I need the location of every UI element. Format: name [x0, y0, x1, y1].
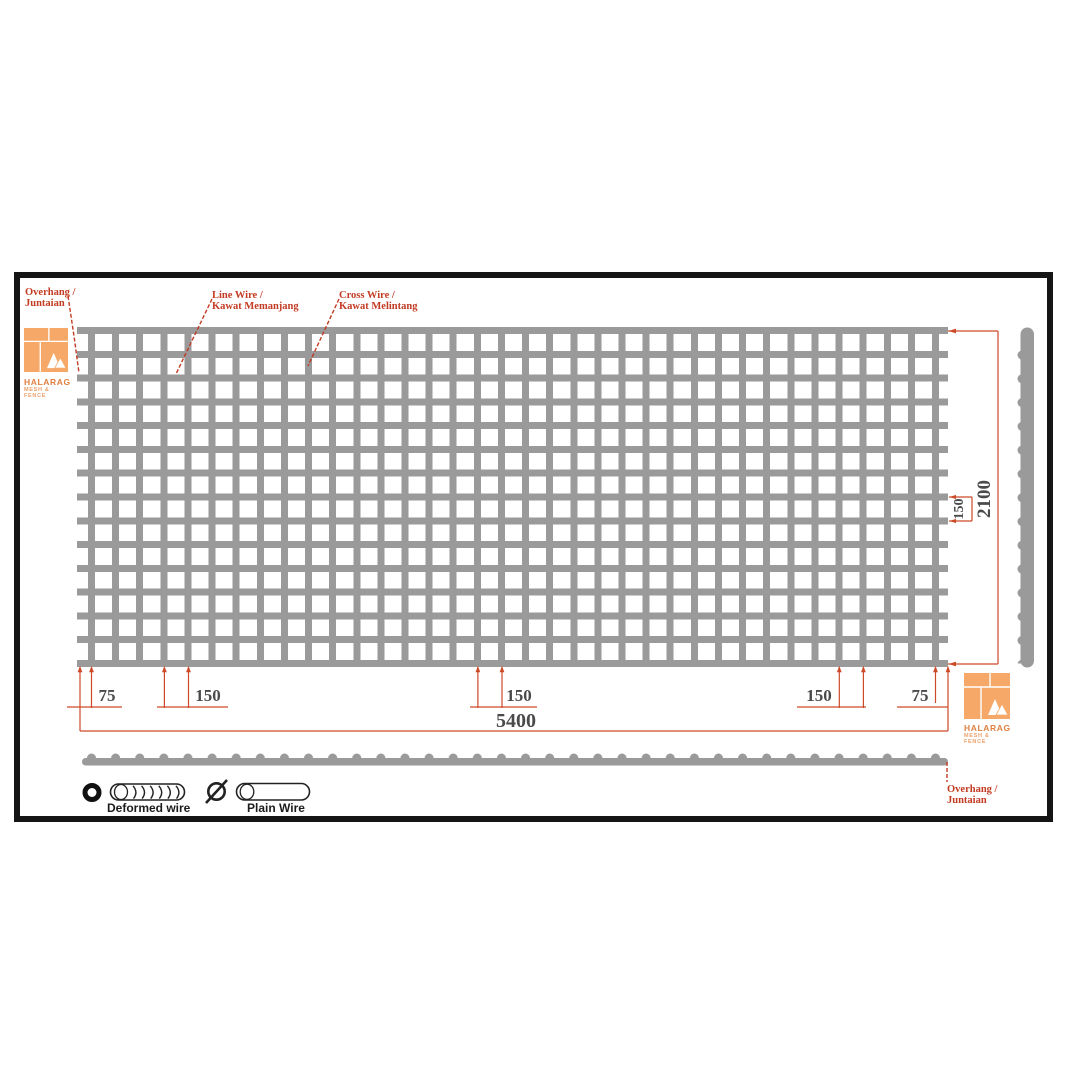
label-cross-wire-line2: Kawat Melintang	[339, 301, 418, 312]
label-overhang-bottom-line1: Overhang /	[947, 784, 998, 795]
label-cross-wire	[339, 290, 417, 312]
dim-overhang-left: 75	[98, 686, 116, 705]
brand-tagline: MESH & FENCE	[24, 387, 50, 399]
leader-line-wire	[176, 299, 212, 374]
label-overhang-top-line1: Overhang /	[25, 287, 76, 298]
deformed-wire-bar-icon	[111, 784, 185, 800]
dim-overhang-right: 75	[911, 686, 929, 705]
dim-pitch-center: 150	[506, 686, 532, 705]
label-line-wire-line2: Kawat Memanjang	[212, 301, 299, 312]
deformed-wire-profile-horizontal	[82, 754, 948, 766]
label-line-wire	[212, 290, 299, 312]
label-cross-wire-line1: Cross Wire /	[339, 290, 395, 301]
brand-tagline: MESH & FENCE	[964, 733, 990, 745]
brand-logo-icon	[964, 673, 1010, 719]
deformed-wire-profile-vertical	[1018, 328, 1035, 668]
leader-cross-wire	[308, 299, 339, 366]
dim-pitch-left: 150	[195, 686, 221, 705]
dim-pitch-right: 150	[806, 686, 832, 705]
dim-panel-height: 2100	[974, 480, 995, 518]
brand-logo-bottom-right	[964, 673, 1010, 745]
brand-logo-top-left	[24, 327, 70, 399]
diameter-icon	[206, 780, 227, 803]
label-line-wire-line1: Line Wire /	[212, 290, 263, 301]
label-overhang-bottom-line2: Juntaian	[947, 795, 987, 806]
dimension-arrowheads	[78, 329, 956, 673]
label-overhang-bottom	[947, 784, 997, 806]
brand-name: HALARAG	[964, 723, 1011, 733]
dim-pitch-vertical: 150	[952, 498, 967, 520]
brand-name: HALARAG	[24, 377, 71, 387]
deformed-wire-ring-icon	[85, 786, 99, 800]
label-overhang-top	[25, 287, 75, 309]
plain-wire-bar-icon	[237, 784, 310, 801]
legend-deformed-wire-label: Deformed wire	[107, 801, 191, 815]
legend-plain-wire-label: Plain Wire	[247, 801, 305, 815]
dimension-lines	[67, 331, 998, 731]
dim-panel-length: 5400	[496, 710, 536, 732]
brand-logo-icon	[24, 327, 68, 373]
label-overhang-top-line2: Juntaian	[25, 298, 65, 309]
